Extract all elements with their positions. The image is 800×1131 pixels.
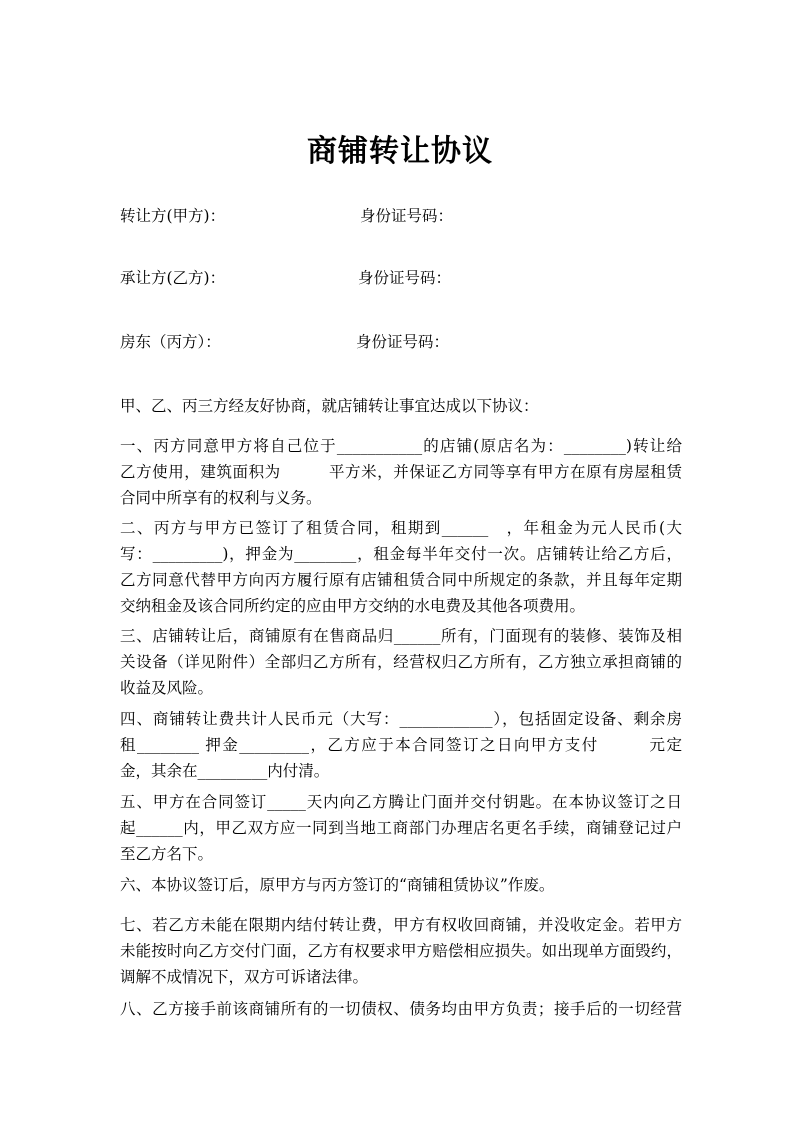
clause-2	[120, 515, 682, 619]
clause-line: 合同中所享有的权利与义务。	[120, 489, 322, 507]
clause-line: 至乙方名下。	[120, 845, 214, 863]
clause-line: 关设备（详见附件）全部归乙方所有，经营权归乙方所有，乙方独立承担商铺的	[120, 653, 682, 671]
intro-paragraph	[120, 393, 682, 419]
id-number-label: 身份证号码：	[358, 269, 452, 287]
clause-3	[120, 623, 682, 701]
clause-line: 起______内，甲乙双方应一同到当地工商部门办理店名更名手续，商铺登记过户	[120, 819, 682, 837]
clause-4	[120, 706, 682, 784]
clause-8	[120, 996, 682, 1022]
id-number-label: 身份证号码：	[356, 333, 450, 351]
clause-line: 交纳租金及该合同所约定的应由甲方交纳的水电费及其他各项费用。	[120, 597, 586, 615]
clause-line: 一、丙方同意甲方将自己位于___________的店铺(原店名为：________)转让给	[120, 437, 682, 455]
party-row-transferee	[120, 265, 680, 291]
clause-1	[120, 433, 682, 511]
intro-line: 甲、乙、丙三方经友好协商，就店铺转让事宜达成以下协议：	[120, 397, 539, 415]
clause-line: 乙方使用，建筑面积为 平方米，并保证乙方同等享有甲方在原有房屋租赁	[120, 463, 682, 481]
clause-line: 金，其余在_________内付清。	[120, 762, 330, 780]
clause-line: 调解不成情况下，双方可诉诸法律。	[120, 968, 369, 986]
id-number-label: 身份证号码：	[360, 207, 454, 225]
party-row-transferor	[120, 203, 680, 229]
clause-6	[120, 872, 682, 898]
clause-7	[120, 912, 682, 990]
clause-line: 六、本协议签订后，原甲方与丙方签订的“商铺租赁协议”作废。	[120, 876, 555, 894]
clause-line: 乙方同意代替甲方向丙方履行原有店铺租赁合同中所规定的条款，并且每年定期	[120, 571, 682, 589]
clause-line: 写：_________)，押金为________，租金每半年交付一次。店铺转让给乙方后，	[120, 545, 682, 563]
clause-line: 四、商铺转让费共计人民币元（大写：____________），包括固定设备、剩余房	[120, 710, 682, 728]
party-row-landlord	[120, 329, 680, 355]
clause-line: 五、甲方在合同签订_____天内向乙方腾让门面并交付钥匙。在本协议签订之日	[120, 793, 682, 811]
document-title: 商铺转让协议	[307, 134, 493, 169]
party-role-label: 承让方(乙方)：	[120, 269, 226, 287]
clause-5	[120, 789, 682, 867]
clause-line: 三、店铺转让后，商铺原有在售商品归______所有，门面现有的装修、装饰及相	[120, 627, 682, 645]
party-role-label: 转让方(甲方)：	[120, 207, 226, 225]
clause-line: 未能按时向乙方交付门面，乙方有权要求甲方赔偿相应损失。如出现单方面毁约，	[120, 942, 682, 960]
clause-line: 八、乙方接手前该商铺所有的一切债权、债务均由甲方负责；接手后的一切经营	[120, 1000, 682, 1018]
clause-line: 二、丙方与甲方已签订了租赁合同，租期到______ ，年租金为元人民币(大	[120, 519, 682, 537]
clause-line: 租________ 押金_________，乙方应于本合同签订之日向甲方支付 元定	[120, 736, 682, 754]
clause-line: 收益及风险。	[120, 679, 214, 697]
party-role-label: 房东（丙方）：	[120, 333, 221, 351]
clause-line: 七、若乙方未能在限期内结付转让费，甲方有权收回商铺，并没收定金。若甲方	[120, 916, 682, 934]
